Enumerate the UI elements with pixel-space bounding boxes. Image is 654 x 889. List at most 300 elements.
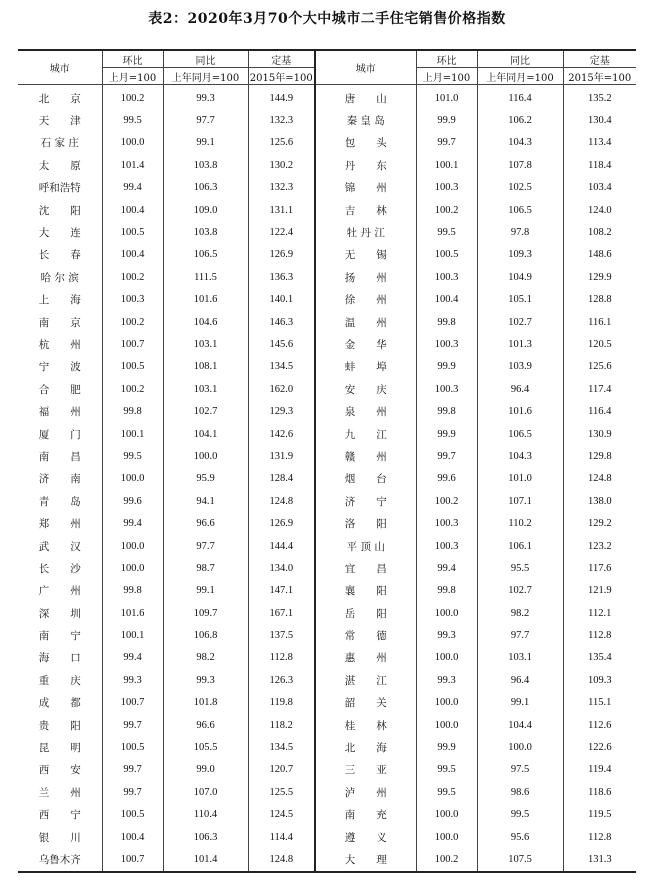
table-row — [18, 400, 636, 422]
cell-base-left: 128.4 — [248, 468, 315, 490]
cell-base-left: 142.6 — [248, 423, 315, 445]
cell-base-right: 112.8 — [563, 624, 636, 646]
cell-mom-left: 99.4 — [102, 512, 163, 534]
cell-yoy-right: 107.5 — [477, 848, 563, 871]
cell-mom-right: 99.7 — [416, 445, 477, 467]
cell-mom-left: 100.7 — [102, 848, 163, 871]
cell-base-left: 144.9 — [248, 85, 315, 110]
cell-yoy-right: 107.8 — [477, 154, 563, 176]
cell-mom-right: 99.5 — [416, 759, 477, 781]
cell-city-left: 长 春 — [38, 249, 81, 262]
cell-city-left: 成 都 — [38, 697, 81, 710]
subheader-base-left: 2015年=100 — [248, 68, 315, 85]
cell-base-right: 148.6 — [563, 244, 636, 266]
cell-base-left: 125.5 — [248, 781, 315, 803]
cell-city-left: 海 口 — [38, 652, 81, 665]
cell-yoy-right: 104.4 — [477, 714, 563, 736]
cell-city-left: 南 宁 — [38, 630, 81, 643]
cell-city-left: 郑 州 — [38, 518, 81, 531]
table-row — [18, 580, 636, 602]
cell-mom-right: 100.0 — [416, 692, 477, 714]
cell-base-left: 124.8 — [248, 490, 315, 512]
cell-city-right: 赣 州 — [315, 445, 416, 467]
cell-mom-left: 100.5 — [102, 736, 163, 758]
cell-yoy-right: 101.0 — [477, 468, 563, 490]
cell-yoy-right: 95.6 — [477, 826, 563, 848]
cell-yoy-right: 97.8 — [477, 221, 563, 243]
cell-yoy-right: 101.6 — [477, 400, 563, 422]
cell-yoy-right: 106.2 — [477, 109, 563, 131]
cell-base-left: 120.7 — [248, 759, 315, 781]
cell-city-left: 昆 明 — [38, 742, 81, 755]
cell-yoy-left: 97.7 — [163, 109, 248, 131]
cell-base-right: 135.2 — [563, 85, 636, 110]
cell-yoy-left: 106.5 — [163, 244, 248, 266]
cell-city-right: 丹 东 — [315, 154, 416, 176]
table-row — [18, 109, 636, 131]
cell-yoy-left: 95.9 — [163, 468, 248, 490]
cell-mom-left: 100.3 — [102, 289, 163, 311]
cell-city-left: 宁 波 — [38, 361, 81, 374]
cell-mom-right: 99.4 — [416, 557, 477, 579]
table-row — [18, 445, 636, 467]
cell-mom-right: 99.9 — [416, 109, 477, 131]
cell-mom-left: 100.1 — [102, 423, 163, 445]
cell-city-right: 扬 州 — [315, 266, 416, 288]
cell-mom-right: 99.3 — [416, 669, 477, 691]
table-row — [18, 512, 636, 534]
cell-base-right: 122.6 — [563, 736, 636, 758]
cell-mom-right: 99.9 — [416, 356, 477, 378]
cell-yoy-left: 104.1 — [163, 423, 248, 445]
cell-city-right: 岳 阳 — [315, 602, 416, 624]
cell-mom-right: 99.8 — [416, 580, 477, 602]
cell-mom-right: 100.3 — [416, 512, 477, 534]
cell-mom-left: 101.6 — [102, 602, 163, 624]
cell-mom-left: 99.8 — [102, 580, 163, 602]
cell-city-left: 上 海 — [38, 294, 81, 307]
cell-mom-left: 100.4 — [102, 244, 163, 266]
cell-base-right: 112.1 — [563, 602, 636, 624]
cell-yoy-left: 99.0 — [163, 759, 248, 781]
cell-base-left: 114.4 — [248, 826, 315, 848]
cell-yoy-right: 96.4 — [477, 378, 563, 400]
cell-city-left: 深 圳 — [38, 607, 81, 620]
cell-city-right: 唐 山 — [315, 85, 416, 110]
subheader-mom-right: 上月=100 — [416, 68, 477, 85]
cell-mom-left: 99.5 — [102, 109, 163, 131]
cell-mom-left: 100.0 — [102, 535, 163, 557]
cell-yoy-right: 109.3 — [477, 244, 563, 266]
cell-mom-left: 100.5 — [102, 804, 163, 826]
cell-city-right: 泉 州 — [315, 400, 416, 422]
cell-base-left: 130.2 — [248, 154, 315, 176]
cell-mom-left: 100.7 — [102, 692, 163, 714]
cell-base-left: 137.5 — [248, 624, 315, 646]
table-body — [18, 85, 636, 872]
table-row — [18, 356, 636, 378]
cell-yoy-right: 98.2 — [477, 602, 563, 624]
cell-city-left: 大 连 — [38, 227, 81, 240]
cell-mom-left: 100.2 — [102, 85, 163, 110]
cell-base-right: 117.4 — [563, 378, 636, 400]
cell-mom-left: 100.0 — [102, 132, 163, 154]
cell-city-right: 吉 林 — [315, 199, 416, 221]
cell-yoy-left: 102.7 — [163, 400, 248, 422]
cell-base-right: 130.9 — [563, 423, 636, 445]
cell-base-left: 134.5 — [248, 356, 315, 378]
table-row — [18, 154, 636, 176]
cell-mom-left: 99.7 — [102, 714, 163, 736]
cell-yoy-left: 97.7 — [163, 535, 248, 557]
cell-yoy-left: 96.6 — [163, 714, 248, 736]
cell-yoy-right: 102.5 — [477, 177, 563, 199]
cell-yoy-right: 104.3 — [477, 132, 563, 154]
cell-city-right: 烟 台 — [315, 468, 416, 490]
cell-base-right: 124.8 — [563, 468, 636, 490]
cell-base-left: 140.1 — [248, 289, 315, 311]
cell-city-right: 温 州 — [315, 311, 416, 333]
cell-mom-left: 101.4 — [102, 154, 163, 176]
cell-city-right: 平 顶 山 — [315, 535, 416, 557]
cell-base-right: 129.2 — [563, 512, 636, 534]
cell-mom-left: 99.4 — [102, 177, 163, 199]
cell-yoy-left: 103.1 — [163, 378, 248, 400]
header-city-left: 城市 — [18, 50, 102, 85]
cell-city-right: 锦 州 — [315, 177, 416, 199]
cell-city-right: 常 德 — [315, 624, 416, 646]
cell-base-left: 129.3 — [248, 400, 315, 422]
cell-yoy-left: 99.3 — [163, 669, 248, 691]
cell-city-left: 西 安 — [38, 764, 81, 777]
cell-mom-right: 100.1 — [416, 154, 477, 176]
cell-city-left: 天 津 — [38, 115, 81, 128]
table-row — [18, 647, 636, 669]
header-yoy-left: 同比 — [163, 50, 248, 68]
cell-base-left: 118.2 — [248, 714, 315, 736]
cell-yoy-left: 104.6 — [163, 311, 248, 333]
cell-base-right: 115.1 — [563, 692, 636, 714]
cell-city-right: 金 华 — [315, 333, 416, 355]
cell-mom-right: 100.3 — [416, 177, 477, 199]
cell-yoy-right: 106.5 — [477, 199, 563, 221]
cell-mom-right: 99.9 — [416, 423, 477, 445]
cell-mom-right: 99.9 — [416, 736, 477, 758]
cell-mom-right: 100.0 — [416, 714, 477, 736]
cell-base-left: 134.0 — [248, 557, 315, 579]
cell-mom-left: 100.2 — [102, 378, 163, 400]
cell-base-left: 162.0 — [248, 378, 315, 400]
cell-mom-right: 99.5 — [416, 221, 477, 243]
cell-base-left: 147.1 — [248, 580, 315, 602]
cell-mom-left: 100.0 — [102, 468, 163, 490]
cell-mom-left: 99.8 — [102, 400, 163, 422]
table-row — [18, 692, 636, 714]
cell-yoy-left: 106.8 — [163, 624, 248, 646]
cell-city-left: 南 京 — [38, 316, 81, 329]
cell-base-right: 123.2 — [563, 535, 636, 557]
cell-city-left: 杭 州 — [38, 338, 81, 351]
cell-city-left: 济 南 — [38, 473, 81, 486]
cell-base-left: 136.3 — [248, 266, 315, 288]
cell-mom-right: 100.3 — [416, 378, 477, 400]
cell-base-right: 125.6 — [563, 356, 636, 378]
cell-yoy-left: 106.3 — [163, 826, 248, 848]
cell-yoy-left: 110.4 — [163, 804, 248, 826]
cell-mom-right: 100.2 — [416, 199, 477, 221]
cell-base-right: 118.4 — [563, 154, 636, 176]
cell-city-right: 南 充 — [315, 804, 416, 826]
cell-yoy-right: 97.7 — [477, 624, 563, 646]
cell-base-right: 131.3 — [563, 848, 636, 871]
cell-base-left: 131.9 — [248, 445, 315, 467]
cell-base-right: 135.4 — [563, 647, 636, 669]
cell-city-right: 遵 义 — [315, 826, 416, 848]
subheader-mom-left: 上月=100 — [102, 68, 163, 85]
table-row — [18, 266, 636, 288]
cell-city-right: 宜 昌 — [315, 557, 416, 579]
table-row — [18, 490, 636, 512]
cell-base-right: 112.8 — [563, 826, 636, 848]
cell-city-left: 西 宁 — [38, 809, 81, 822]
cell-base-right: 119.5 — [563, 804, 636, 826]
cell-mom-left: 99.4 — [102, 647, 163, 669]
cell-city-left: 青 岛 — [38, 495, 81, 508]
cell-mom-left: 99.3 — [102, 669, 163, 691]
cell-city-left: 太 原 — [38, 159, 81, 172]
cell-mom-left: 99.7 — [102, 759, 163, 781]
cell-base-right: 119.4 — [563, 759, 636, 781]
cell-city-left: 哈 尔 滨 — [40, 271, 79, 284]
cell-base-right: 121.9 — [563, 580, 636, 602]
table-row — [18, 714, 636, 736]
cell-yoy-right: 106.5 — [477, 423, 563, 445]
cell-city-left: 贵 阳 — [38, 719, 81, 732]
price-index-table — [18, 49, 636, 873]
cell-yoy-right: 102.7 — [477, 311, 563, 333]
cell-city-left: 南 昌 — [38, 450, 81, 463]
cell-city-left: 厦 门 — [38, 428, 81, 441]
cell-city-right: 桂 林 — [315, 714, 416, 736]
cell-yoy-left: 98.2 — [163, 647, 248, 669]
cell-city-left: 银 川 — [38, 831, 81, 844]
cell-mom-right: 99.6 — [416, 468, 477, 490]
cell-yoy-left: 100.0 — [163, 445, 248, 467]
cell-city-left: 石 家 庄 — [40, 137, 79, 150]
cell-yoy-right: 103.1 — [477, 647, 563, 669]
table-row — [18, 199, 636, 221]
cell-city-left: 兰 州 — [38, 786, 81, 799]
cell-yoy-left: 108.1 — [163, 356, 248, 378]
table-row — [18, 781, 636, 803]
cell-city-right: 蚌 埠 — [315, 356, 416, 378]
table-row — [18, 557, 636, 579]
cell-city-right: 徐 州 — [315, 289, 416, 311]
table-row — [18, 759, 636, 781]
cell-yoy-right: 102.7 — [477, 580, 563, 602]
cell-city-left: 长 沙 — [38, 562, 81, 575]
cell-mom-right: 100.3 — [416, 535, 477, 557]
cell-yoy-left: 101.8 — [163, 692, 248, 714]
cell-base-left: 126.3 — [248, 669, 315, 691]
cell-mom-right: 100.5 — [416, 244, 477, 266]
cell-base-right: 124.0 — [563, 199, 636, 221]
table-row — [18, 826, 636, 848]
cell-base-right: 120.5 — [563, 333, 636, 355]
cell-yoy-left: 101.4 — [163, 848, 248, 871]
cell-base-right: 118.6 — [563, 781, 636, 803]
cell-city-right: 惠 州 — [315, 647, 416, 669]
cell-yoy-left: 105.5 — [163, 736, 248, 758]
cell-yoy-right: 96.4 — [477, 669, 563, 691]
table-row — [18, 535, 636, 557]
cell-base-right: 129.9 — [563, 266, 636, 288]
cell-yoy-left: 103.8 — [163, 154, 248, 176]
table-row — [18, 736, 636, 758]
cell-yoy-right: 101.3 — [477, 333, 563, 355]
cell-yoy-right: 95.5 — [477, 557, 563, 579]
table-row — [18, 311, 636, 333]
cell-base-left: 167.1 — [248, 602, 315, 624]
table-row — [18, 333, 636, 355]
cell-base-left: 132.3 — [248, 177, 315, 199]
cell-yoy-left: 103.8 — [163, 221, 248, 243]
cell-city-right: 韶 关 — [315, 692, 416, 714]
cell-base-right: 128.8 — [563, 289, 636, 311]
cell-yoy-left: 99.1 — [163, 132, 248, 154]
table-row — [18, 85, 636, 110]
table-row — [18, 289, 636, 311]
cell-mom-left: 99.7 — [102, 781, 163, 803]
cell-yoy-left: 99.3 — [163, 85, 248, 110]
cell-mom-right: 101.0 — [416, 85, 477, 110]
cell-mom-right: 99.5 — [416, 781, 477, 803]
table-row — [18, 378, 636, 400]
cell-city-right: 济 宁 — [315, 490, 416, 512]
cell-mom-left: 100.1 — [102, 624, 163, 646]
cell-city-right: 泸 州 — [315, 781, 416, 803]
cell-yoy-right: 98.6 — [477, 781, 563, 803]
cell-mom-left: 100.5 — [102, 356, 163, 378]
cell-base-right: 109.3 — [563, 669, 636, 691]
cell-base-right: 103.4 — [563, 177, 636, 199]
cell-base-left: 124.5 — [248, 804, 315, 826]
cell-base-right: 112.6 — [563, 714, 636, 736]
cell-city-left: 武 汉 — [38, 540, 81, 553]
cell-city-right: 无 锡 — [315, 244, 416, 266]
cell-base-left: 126.9 — [248, 512, 315, 534]
table-row — [18, 423, 636, 445]
table-row — [18, 468, 636, 490]
cell-yoy-left: 109.0 — [163, 199, 248, 221]
cell-city-right: 洛 阳 — [315, 512, 416, 534]
header-base-left: 定基 — [248, 50, 315, 68]
cell-yoy-left: 98.7 — [163, 557, 248, 579]
cell-base-right: 113.4 — [563, 132, 636, 154]
header-city-right: 城市 — [315, 50, 416, 85]
cell-base-right: 117.6 — [563, 557, 636, 579]
cell-mom-left: 100.4 — [102, 826, 163, 848]
cell-base-right: 108.2 — [563, 221, 636, 243]
cell-base-left: 124.8 — [248, 848, 315, 871]
cell-yoy-left: 106.3 — [163, 177, 248, 199]
cell-city-left: 乌鲁木齐 — [38, 853, 81, 866]
table-row — [18, 221, 636, 243]
cell-yoy-right: 100.0 — [477, 736, 563, 758]
cell-mom-right: 100.2 — [416, 490, 477, 512]
cell-yoy-right: 110.2 — [477, 512, 563, 534]
cell-city-right: 安 庆 — [315, 378, 416, 400]
cell-yoy-right: 99.5 — [477, 804, 563, 826]
cell-yoy-left: 109.7 — [163, 602, 248, 624]
table-row — [18, 624, 636, 646]
cell-yoy-left: 111.5 — [163, 266, 248, 288]
cell-mom-left: 100.7 — [102, 333, 163, 355]
cell-yoy-left: 96.6 — [163, 512, 248, 534]
header-mom-left: 环比 — [102, 50, 163, 68]
cell-city-left: 重 庆 — [38, 674, 81, 687]
cell-mom-left: 100.2 — [102, 266, 163, 288]
cell-city-left: 沈 阳 — [38, 204, 81, 217]
subheader-base-right: 2015年=100 — [563, 68, 636, 85]
cell-base-left: 125.6 — [248, 132, 315, 154]
cell-base-left: 132.3 — [248, 109, 315, 131]
cell-city-left: 合 肥 — [38, 383, 81, 396]
table-header — [18, 50, 636, 85]
cell-city-right: 秦 皇 岛 — [315, 109, 416, 131]
cell-base-left: 126.9 — [248, 244, 315, 266]
cell-city-left: 北 京 — [38, 92, 81, 105]
cell-mom-right: 100.0 — [416, 826, 477, 848]
cell-base-right: 116.4 — [563, 400, 636, 422]
cell-mom-right: 99.8 — [416, 311, 477, 333]
cell-mom-left: 99.5 — [102, 445, 163, 467]
cell-yoy-right: 104.9 — [477, 266, 563, 288]
cell-mom-right: 99.3 — [416, 624, 477, 646]
cell-base-left: 134.5 — [248, 736, 315, 758]
cell-base-left: 145.6 — [248, 333, 315, 355]
header-mom-right: 环比 — [416, 50, 477, 68]
cell-yoy-left: 99.1 — [163, 580, 248, 602]
cell-mom-left: 100.5 — [102, 221, 163, 243]
cell-yoy-right: 103.9 — [477, 356, 563, 378]
table-title: 表2：2020年3月70个大中城市二手住宅销售价格指数 — [148, 11, 506, 27]
table-row — [18, 669, 636, 691]
cell-mom-right: 100.4 — [416, 289, 477, 311]
cell-base-left: 112.8 — [248, 647, 315, 669]
subheader-yoy-right: 上年同月=100 — [477, 68, 563, 85]
cell-city-right: 牡 丹 江 — [315, 221, 416, 243]
cell-mom-right: 100.3 — [416, 266, 477, 288]
cell-yoy-right: 97.5 — [477, 759, 563, 781]
table-row — [18, 244, 636, 266]
cell-base-left: 146.3 — [248, 311, 315, 333]
cell-city-right: 三 亚 — [315, 759, 416, 781]
table-row — [18, 804, 636, 826]
cell-city-right: 湛 江 — [315, 669, 416, 691]
cell-base-left: 144.4 — [248, 535, 315, 557]
subheader-yoy-left: 上年同月=100 — [163, 68, 248, 85]
cell-mom-right: 100.0 — [416, 804, 477, 826]
cell-base-right: 138.0 — [563, 490, 636, 512]
cell-mom-left: 100.0 — [102, 557, 163, 579]
cell-yoy-left: 101.6 — [163, 289, 248, 311]
header-base-right: 定基 — [563, 50, 636, 68]
cell-base-right: 130.4 — [563, 109, 636, 131]
cell-mom-left: 100.2 — [102, 311, 163, 333]
cell-yoy-left: 107.0 — [163, 781, 248, 803]
cell-mom-right: 100.2 — [416, 848, 477, 871]
